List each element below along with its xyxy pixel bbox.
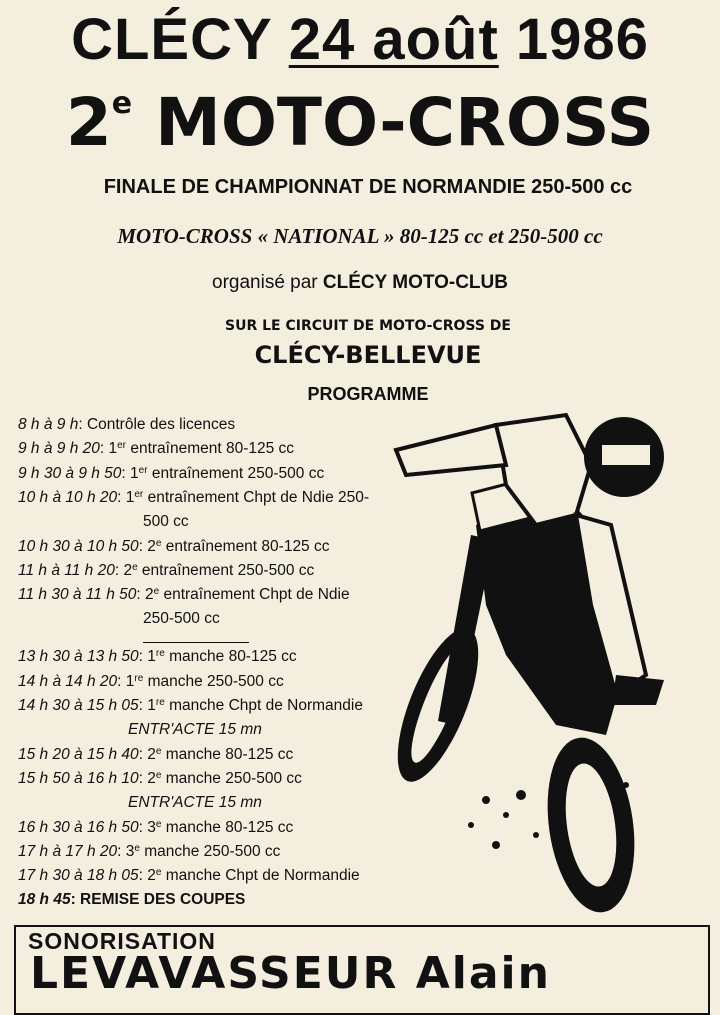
- programme-item: 9 h à 9 h 20: 1er entraînement 80-125 cc: [18, 440, 295, 457]
- ad-name: LEVAVASSEUR Alain: [30, 948, 551, 999]
- programme-item: 15 h 50 à 16 h 10: 2e manche 250-500 cc: [18, 770, 302, 787]
- programme-item: 11 h 30 à 11 h 50: 2e entraînement Chpt de Ndie: [18, 586, 350, 603]
- programme-item-continued: 500 cc: [143, 513, 189, 530]
- programme-item: 18 h 45: REMISE DES COUPES: [18, 891, 246, 908]
- year: 1986: [515, 7, 649, 72]
- programme-item: 10 h à 10 h 20: 1er entraînement Chpt de Ndie 250-: [18, 489, 370, 506]
- programme-item: 10 h 30 à 10 h 50: 2e entraînement 80-125 cc: [18, 538, 330, 555]
- programme-item: 8 h à 9 h: Contrôle des licences: [18, 416, 236, 433]
- venue: CLÉCY-BELLEVUE: [254, 341, 482, 369]
- programme-item: 15 h 20 à 15 h 40: 2e manche 80-125 cc: [18, 746, 294, 763]
- programme-item: 11 h à 11 h 20: 2e entraînement 250-500 cc: [18, 562, 315, 579]
- event-number: 2: [65, 84, 112, 161]
- organiser-line: [0, 272, 720, 294]
- finale-line: FINALE DE CHAMPIONNAT DE NORMANDIE 250-500 cc: [103, 176, 633, 198]
- ad-heading: SONORISATION: [28, 928, 216, 954]
- programme-item: 16 h 30 à 16 h 50: 3e manche 80-125 cc: [18, 819, 294, 836]
- national-line: MOTO-CROSS « NATIONAL » 80-125 cc et 250-500 cc: [117, 224, 603, 248]
- programme-item: 14 h 30 à 15 h 05: 1re manche Chpt de Normandie: [18, 697, 363, 714]
- motocross-rider-illustration: [376, 405, 686, 917]
- date-day: 24 août: [288, 7, 499, 72]
- event-title: [0, 84, 720, 161]
- programme-item: 13 h 30 à 13 h 50: 1re manche 80-125 cc: [18, 648, 297, 665]
- programme-heading: PROGRAMME: [307, 384, 429, 404]
- event-number-sup: e: [111, 86, 133, 121]
- programme-item: 9 h 30 à 9 h 50: 1er entraînement 250-500 cc: [18, 465, 325, 482]
- programme-item: 17 h 30 à 18 h 05: 2e manche Chpt de Normandie: [18, 867, 360, 884]
- entracte: ENTR'ACTE 15 mn: [128, 794, 262, 811]
- programme-item-continued: 250-500 cc: [143, 610, 220, 627]
- entracte: ENTR'ACTE 15 mn: [128, 721, 262, 738]
- organiser: CLÉCY MOTO-CLUB: [322, 272, 508, 293]
- programme-item: 17 h à 17 h 20: 3e manche 250-500 cc: [18, 843, 281, 860]
- programme-item: 14 h à 14 h 20: 1re manche 250-500 cc: [18, 673, 284, 690]
- organised-prefix: organisé par: [212, 272, 318, 293]
- town: CLÉCY: [71, 7, 272, 72]
- circuit-line: SUR LE CIRCUIT DE MOTO-CROSS DE: [225, 318, 511, 334]
- divider: [143, 642, 249, 643]
- poster-title: [0, 6, 720, 73]
- event-name: MOTO-CROSS: [155, 84, 655, 161]
